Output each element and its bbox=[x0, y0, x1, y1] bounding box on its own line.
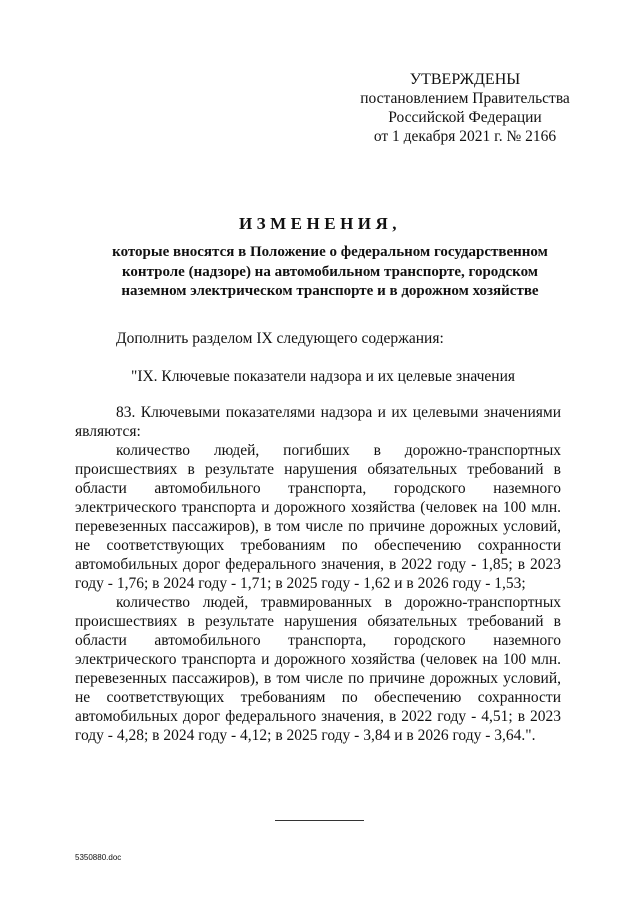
paragraph-83: 83. Ключевыми показателями надзора и их целевыми значениями являются: bbox=[75, 404, 561, 440]
supplement-line: Дополнить разделом IX следующего содержания: bbox=[116, 330, 444, 347]
paragraph-injuries: количество людей, травмированных в дорожно-транспортных происшествиях в результате нарушения обязательных требований в области автомобильного транспорта, городского наземного электрического транспорта и дорожного хозяйства (человек на 100 млн. перевезенных пассажиров), в том числе по причине дорожных условий, не соответствующих требованиям по обеспечению сохранности автомобильных дорог федерального значения, в 2022 году - 4,51; в 2023 году - 4,28; в 2024 году - 4,12; в 2025 году - 3,84 и в 2026 году - 3,64.". bbox=[75, 594, 561, 744]
section-heading: "IX. Ключевые показатели надзора и их целевые значения bbox=[131, 368, 516, 385]
approval-line-1: постановлением Правительства bbox=[360, 90, 570, 107]
approval-block bbox=[330, 70, 600, 146]
document-subtitle: которые вносятся в Положение о федеральном государственном контроле (надзоре) на автомобильном транспорте, городском наземном электрическом транспорте и в дорожном хозяйстве bbox=[112, 244, 548, 299]
footer-filename: 5350880.doc bbox=[75, 853, 122, 862]
separator-line bbox=[275, 820, 364, 821]
body-text bbox=[75, 403, 561, 745]
approval-heading: УТВЕРЖДЕНЫ bbox=[409, 71, 521, 88]
approval-line-3: от 1 декабря 2021 г. № 2166 bbox=[373, 128, 557, 145]
approval-line-2: Российской Федерации bbox=[388, 109, 542, 126]
document-title: ИЗМЕНЕНИЯ, bbox=[238, 214, 402, 233]
paragraph-deaths: количество людей, погибших в дорожно-транспортных происшествиях в результате нарушения обязательных требований в области автомобильного транспорта, городского наземного электрического транспорта и дорожного хозяйства (человек на 100 млн. перевезенных пассажиров), в том числе по причине дорожных условий, не соответствующих требованиям по обеспечению сохранности автомобильных дорог федерального значения, в 2022 году - 1,85; в 2023 году - 1,76; в 2024 году - 1,71; в 2025 году - 1,62 и в 2026 году - 1,53; bbox=[75, 442, 561, 592]
